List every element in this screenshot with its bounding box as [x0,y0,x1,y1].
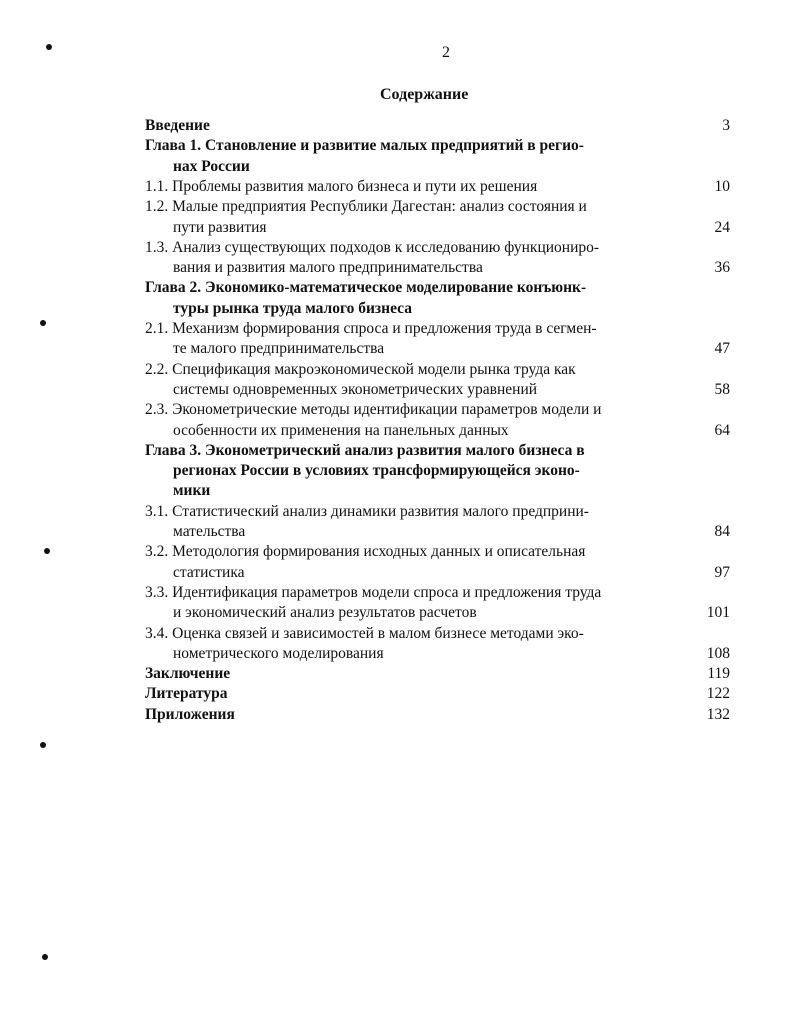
toc-title: Содержание [380,86,469,103]
toc-page-number: 84 [714,523,730,540]
scan-dot [44,548,50,554]
toc-entry-line: 2.2. Спецификация макроэкономической модели рынка труда как [145,360,576,378]
toc-entry-line: особенности их применения на панельных данных [173,421,509,439]
toc-page-number: 101 [706,604,730,622]
toc-entry-line: 1.3. Анализ существующих подходов к исследованию функциониро- [145,238,600,256]
toc-entry-line: мательства [173,523,246,540]
toc-entry-line: Заключение [145,665,231,683]
toc-entry-line: Приложения [145,705,235,723]
toc-page-number: 97 [714,563,730,581]
toc-page-number: 64 [714,421,730,439]
toc-entry-line: нометрического моделирования [173,644,384,662]
toc-entry-line: те малого предпринимательства [173,340,385,358]
scan-dot [42,954,48,960]
toc-page-number: 3 [722,117,730,134]
toc-entry-line: Введение [145,117,210,134]
toc-entry-line: Литература [145,685,228,703]
toc-page-number: 119 [707,665,730,683]
toc-entry-line: регионах России в условиях трансформирующейся эконо- [173,462,580,480]
toc-page-number: 132 [706,705,730,723]
scan-dot [40,742,46,748]
toc-entry-line: вания и развития малого предпринимательства [173,259,483,277]
toc-entry-line: туры рынка труда малого бизнеса [173,299,412,317]
scan-dot [40,320,46,326]
toc-entry-line: 2.1. Механизм формирования спроса и предложения труда в сегмен- [145,320,597,337]
toc-entry-line: 1.1. Проблемы развития малого бизнеса и пути их решения [145,177,538,195]
toc-entry-line: нах России [173,157,250,175]
toc-entry-line: статистика [173,563,245,581]
toc-entry-line: Глава 2. Экономико-математическое моделирование конъюнк- [145,279,587,297]
toc-page-number: 36 [714,259,730,277]
toc-entry-line: пути развития [173,218,267,236]
toc-entry-line: и экономический анализ результатов расчетов [173,604,477,622]
toc-page-number: 10 [714,177,730,195]
toc-entry-line: 3.1. Статистический анализ динамики развития малого предприни- [145,502,589,520]
toc-entry-line: Глава 3. Эконометрический анализ развития малого бизнеса в [145,441,585,459]
toc-entry-line: мики [173,482,211,500]
toc-entry-line: 3.4. Оценка связей и зависимостей в малом бизнесе методами эко- [145,624,584,642]
scan-dot [46,44,52,50]
toc-page-number: 108 [706,644,730,662]
toc-page-number: 47 [714,340,730,358]
toc-entry-line: системы одновременных эконометрических уравнений [173,380,538,398]
toc-entry-line: 2.3. Эконометрические методы идентификации параметров модели и [145,401,602,419]
toc-entry-line: 3.2. Методология формирования исходных данных и описательная [145,543,586,561]
toc-page-number: 24 [714,218,730,236]
toc-entry-line: 3.3. Идентификация параметров модели спроса и предложения труда [145,583,602,601]
toc-page-number: 122 [706,685,730,703]
toc-entry-line: Глава 1. Становление и развитие малых предприятий в регио- [145,137,584,155]
toc-page-number: 58 [714,380,730,398]
toc-entry-line: 1.2. Малые предприятия Республики Дагестан: анализ состояния и [145,198,587,216]
page-number: 2 [442,44,450,61]
